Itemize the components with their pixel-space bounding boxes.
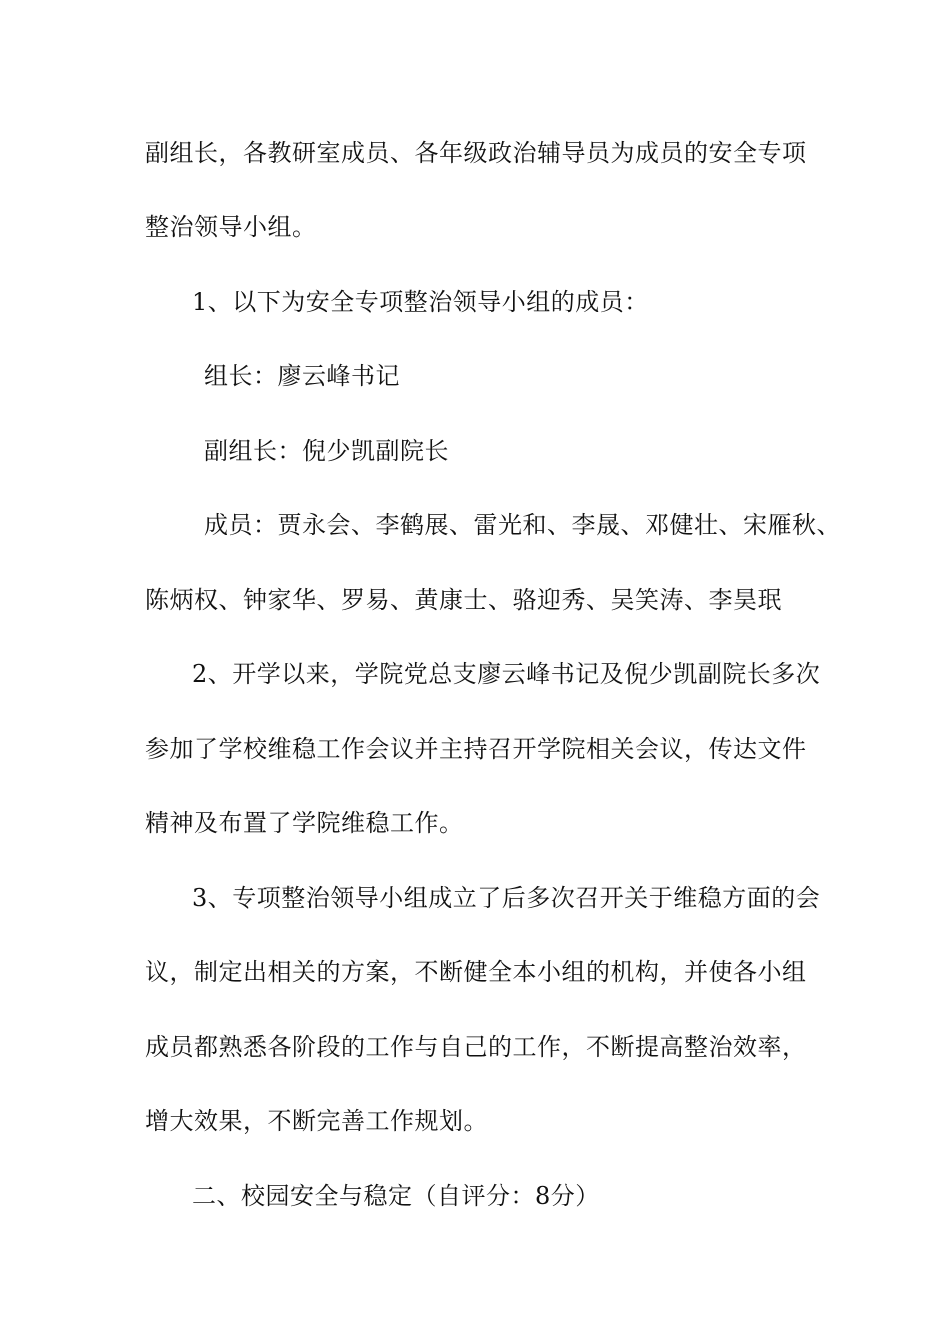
text-line: 成员都熟悉各阶段的工作与自己的工作，不断提高整治效率， [145,1033,807,1061]
text-line: 精神及布置了学院维稳工作。 [145,809,464,837]
text-line: 3、专项整治领导小组成立了后多次召开关于维稳方面的会 [192,884,821,912]
section-heading: 二、校园安全与稳定（自评分：8分） [192,1182,600,1210]
text-line: 副组长，各教研室成员、各年级政治辅导员为成员的安全专项 [145,139,807,167]
text-line: 1、以下为安全专项整治领导小组的成员： [192,288,649,316]
text-line: 议，制定出相关的方案，不断健全本小组的机构，并使各小组 [145,958,807,986]
text-line: 增大效果，不断完善工作规划。 [145,1107,488,1135]
text-line: 2、开学以来，学院党总支廖云峰书记及倪少凯副院长多次 [192,660,821,688]
text-line: 陈炳权、钟家华、罗易、黄康士、骆迎秀、吴笑涛、李昊珉 [145,586,782,614]
text-line: 参加了学校维稳工作会议并主持召开学院相关会议，传达文件 [145,735,807,763]
text-line: 成员：贾永会、李鹤展、雷光和、李晟、邓健壮、宋雁秋、 [204,511,841,539]
text-line: 副组长：倪少凯副院长 [204,437,449,465]
text-line: 组长：廖云峰书记 [204,362,400,390]
text-line: 整治领导小组。 [145,213,317,241]
